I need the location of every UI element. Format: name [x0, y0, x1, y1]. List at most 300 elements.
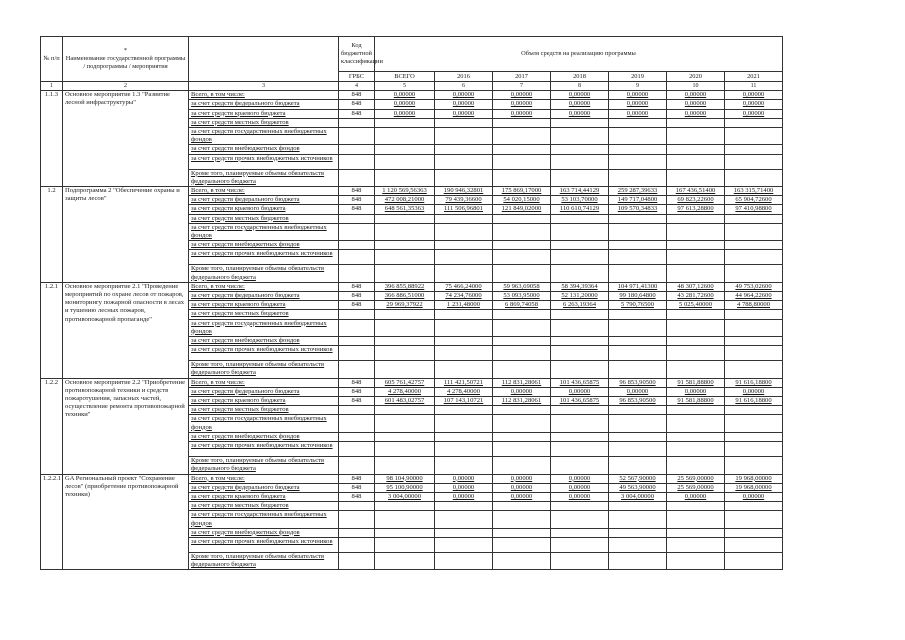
amount-cell	[725, 214, 783, 223]
amount-cell	[551, 265, 609, 282]
amount-cell	[493, 118, 551, 127]
amount-cell	[667, 223, 725, 240]
amount-cell	[725, 406, 783, 415]
header-index-5: 6	[435, 82, 493, 91]
funding-source: за счет средств краевого бюджета	[189, 492, 339, 501]
amount-cell: 0,00000	[609, 91, 667, 100]
amount-cell	[667, 214, 725, 223]
amount-cell	[435, 145, 493, 154]
funding-source: Всего, в том числе:	[189, 187, 339, 196]
grbs-code	[339, 415, 375, 432]
amount-cell	[493, 511, 551, 528]
amount-cell: 175 869,17000	[493, 187, 551, 196]
amount-cell	[493, 432, 551, 441]
amount-cell	[667, 154, 725, 169]
amount-cell	[493, 346, 551, 361]
amount-cell	[725, 128, 783, 145]
amount-cell: 52 131,20000	[551, 292, 609, 301]
amount-cell	[551, 457, 609, 474]
header-index-4: 5	[375, 82, 435, 91]
amount-cell: 25 569,00000	[667, 483, 725, 492]
amount-cell	[375, 118, 435, 127]
header-year-3: 2018	[551, 72, 609, 82]
amount-cell	[375, 552, 435, 569]
amount-cell	[725, 457, 783, 474]
amount-cell	[725, 511, 783, 528]
grbs-code: 848	[339, 91, 375, 100]
amount-cell	[375, 128, 435, 145]
grbs-code	[339, 502, 375, 511]
amount-cell	[375, 457, 435, 474]
amount-cell	[551, 361, 609, 378]
header-index-8: 9	[609, 82, 667, 91]
amount-cell	[725, 528, 783, 537]
grbs-code	[339, 537, 375, 552]
amount-cell: 74 234,76000	[435, 292, 493, 301]
grbs-code	[339, 457, 375, 474]
header-code-sub: ГРБС	[339, 72, 375, 82]
amount-cell	[667, 337, 725, 346]
grbs-code: 848	[339, 187, 375, 196]
funding-source: за счет средств местных бюджетов	[189, 406, 339, 415]
amount-cell	[375, 241, 435, 250]
amount-cell	[725, 346, 783, 361]
amount-cell	[435, 265, 493, 282]
amount-cell	[667, 457, 725, 474]
amount-cell	[435, 250, 493, 265]
funding-source: за счет средств краевого бюджета	[189, 205, 339, 214]
amount-cell: 0,00000	[609, 109, 667, 118]
amount-cell: 0,00000	[725, 387, 783, 396]
amount-cell: 97 613,28800	[667, 205, 725, 214]
amount-cell	[725, 502, 783, 511]
amount-cell	[725, 552, 783, 569]
amount-cell: 6 869,74058	[493, 301, 551, 310]
funding-source: за счет средств федерального бюджета	[189, 196, 339, 205]
amount-cell: 101 436,65875	[551, 397, 609, 406]
grbs-code: 848	[339, 483, 375, 492]
amount-cell: 0,00000	[493, 483, 551, 492]
amount-cell	[551, 346, 609, 361]
funding-source: за счет средств федерального бюджета	[189, 387, 339, 396]
row-number: 1.2.1	[41, 282, 63, 378]
amount-cell	[435, 310, 493, 319]
amount-cell	[435, 128, 493, 145]
funding-source: Кроме того, планируемые объемы обязательств федерального бюджета	[189, 457, 339, 474]
grbs-code	[339, 337, 375, 346]
amount-cell	[375, 415, 435, 432]
amount-cell: 3 004,00000	[375, 492, 435, 501]
grbs-code: 848	[339, 109, 375, 118]
amount-cell	[667, 537, 725, 552]
amount-cell: 19 968,00000	[725, 474, 783, 483]
amount-cell	[609, 457, 667, 474]
amount-cell: 0,00000	[493, 91, 551, 100]
amount-cell	[375, 337, 435, 346]
funding-source: Кроме того, планируемые объемы обязательств федерального бюджета	[189, 169, 339, 186]
amount-cell: 0,00000	[493, 109, 551, 118]
amount-cell: 3 004,00000	[609, 492, 667, 501]
amount-cell	[493, 265, 551, 282]
amount-cell	[375, 169, 435, 186]
funding-source: за счет средств краевого бюджета	[189, 397, 339, 406]
amount-cell	[493, 406, 551, 415]
header-year-2: 2017	[493, 72, 551, 82]
amount-cell: 97 410,98800	[725, 205, 783, 214]
header-sources	[189, 37, 339, 82]
amount-cell: 109 570,34833	[609, 205, 667, 214]
amount-cell	[609, 223, 667, 240]
amount-cell: 149 717,04800	[609, 196, 667, 205]
amount-cell	[435, 319, 493, 336]
amount-cell	[609, 214, 667, 223]
row-number: 1.1.3	[41, 91, 63, 187]
amount-cell: 49 753,02600	[725, 282, 783, 291]
amount-cell	[375, 361, 435, 378]
amount-cell: 0,00000	[725, 100, 783, 109]
amount-cell: 91 581,88800	[667, 397, 725, 406]
amount-cell: 0,00000	[493, 474, 551, 483]
amount-cell	[435, 154, 493, 169]
amount-cell	[493, 128, 551, 145]
amount-cell	[667, 511, 725, 528]
table-row	[41, 378, 783, 387]
amount-cell: 0,00000	[493, 492, 551, 501]
funding-source: за счет средств прочих внебюджетных источников	[189, 537, 339, 552]
funding-source: за счет средств внебюджетных фондов	[189, 145, 339, 154]
amount-cell: 6 263,19364	[551, 301, 609, 310]
amount-cell: 0,00000	[435, 109, 493, 118]
grbs-code	[339, 528, 375, 537]
amount-cell: 190 946,32801	[435, 187, 493, 196]
amount-cell	[667, 169, 725, 186]
funding-source: Всего, в том числе:	[189, 282, 339, 291]
amount-cell	[493, 537, 551, 552]
program-name: Подпрограмма 2 "Обеспечение охраны и защиты лесов"	[63, 187, 189, 283]
amount-cell: 259 287,39633	[609, 187, 667, 196]
amount-cell: 0,00000	[667, 492, 725, 501]
amount-cell: 98 104,90000	[375, 474, 435, 483]
amount-cell: 0,00000	[725, 109, 783, 118]
amount-cell: 1 120 569,56363	[375, 187, 435, 196]
funding-source: за счет средств федерального бюджета	[189, 100, 339, 109]
header-index-2: 3	[189, 82, 339, 91]
amount-cell: 44 964,22600	[725, 292, 783, 301]
amount-cell	[551, 214, 609, 223]
amount-cell	[435, 361, 493, 378]
amount-cell	[725, 118, 783, 127]
amount-cell	[667, 118, 725, 127]
amount-cell: 605 761,42757	[375, 378, 435, 387]
amount-cell	[609, 442, 667, 457]
amount-cell	[551, 337, 609, 346]
header-name-text: Наименование государственной программы / подпрограммы / мероприятия	[65, 55, 186, 70]
amount-cell	[609, 361, 667, 378]
grbs-code: 848	[339, 205, 375, 214]
amount-cell: 0,00000	[435, 100, 493, 109]
grbs-code: 848	[339, 397, 375, 406]
amount-cell	[667, 265, 725, 282]
amount-cell: 0,00000	[551, 387, 609, 396]
amount-cell	[493, 319, 551, 336]
amount-cell: 0,00000	[435, 483, 493, 492]
amount-cell	[667, 241, 725, 250]
funding-source: за счет средств внебюджетных фондов	[189, 337, 339, 346]
amount-cell	[551, 223, 609, 240]
amount-cell: 121 849,02000	[493, 205, 551, 214]
amount-cell	[667, 432, 725, 441]
amount-cell	[667, 319, 725, 336]
amount-cell	[375, 537, 435, 552]
header-index-7: 8	[551, 82, 609, 91]
amount-cell: 99 180,64800	[609, 292, 667, 301]
amount-cell: 112 831,28061	[493, 378, 551, 387]
grbs-code	[339, 145, 375, 154]
amount-cell	[609, 528, 667, 537]
amount-cell: 163 315,71400	[725, 187, 783, 196]
amount-cell	[493, 241, 551, 250]
amount-cell: 111 421,50721	[435, 378, 493, 387]
amount-cell: 0,00000	[551, 492, 609, 501]
amount-cell: 0,00000	[667, 91, 725, 100]
amount-cell	[551, 118, 609, 127]
grbs-code: 848	[339, 387, 375, 396]
amount-cell	[435, 406, 493, 415]
funding-source: Кроме того, планируемые объемы обязательств федерального бюджета	[189, 552, 339, 569]
funding-source: Кроме того, планируемые объемы обязательств федерального бюджета	[189, 265, 339, 282]
amount-cell: 95 100,90000	[375, 483, 435, 492]
amount-cell	[375, 154, 435, 169]
amount-cell: 648 561,35363	[375, 205, 435, 214]
amount-cell	[725, 223, 783, 240]
amount-cell	[609, 319, 667, 336]
amount-cell	[551, 528, 609, 537]
amount-cell	[493, 154, 551, 169]
funding-source: за счет средств федерального бюджета	[189, 292, 339, 301]
amount-cell	[375, 432, 435, 441]
budget-table	[40, 36, 783, 570]
amount-cell	[725, 310, 783, 319]
amount-cell	[551, 442, 609, 457]
funding-source: за счет средств государственных внебюджетных фондов	[189, 415, 339, 432]
funding-source: за счет средств прочих внебюджетных источников	[189, 346, 339, 361]
amount-cell: 91 581,88800	[667, 378, 725, 387]
amount-cell	[375, 319, 435, 336]
amount-cell: 104 971,41300	[609, 282, 667, 291]
funding-source: за счет средств прочих внебюджетных источников	[189, 154, 339, 169]
amount-cell	[551, 250, 609, 265]
amount-cell	[435, 337, 493, 346]
header-funds: Объем средств на реализацию программы	[375, 37, 783, 72]
table-row	[41, 91, 783, 100]
funding-source: за счет средств государственных внебюджетных фондов	[189, 511, 339, 528]
grbs-code	[339, 118, 375, 127]
amount-cell	[375, 511, 435, 528]
amount-cell	[375, 346, 435, 361]
amount-cell	[725, 319, 783, 336]
funding-source: за счет средств государственных внебюджетных фондов	[189, 128, 339, 145]
grbs-code	[339, 241, 375, 250]
amount-cell: 54 020,15000	[493, 196, 551, 205]
amount-cell: 0,00000	[551, 109, 609, 118]
amount-cell: 107 143,10721	[435, 397, 493, 406]
table-row	[41, 282, 783, 291]
amount-cell: 4 278,40000	[435, 387, 493, 396]
amount-cell	[551, 537, 609, 552]
funding-source: за счет средств местных бюджетов	[189, 502, 339, 511]
amount-cell: 49 563,90000	[609, 483, 667, 492]
header-year-0: ВСЕГО	[375, 72, 435, 82]
amount-cell: 79 439,36600	[435, 196, 493, 205]
funding-source: за счет средств внебюджетных фондов	[189, 528, 339, 537]
amount-cell	[375, 528, 435, 537]
amount-cell	[725, 361, 783, 378]
amount-cell	[435, 457, 493, 474]
funding-source: за счет средств прочих внебюджетных источников	[189, 442, 339, 457]
amount-cell	[725, 265, 783, 282]
amount-cell	[725, 250, 783, 265]
header-year-6: 2021	[725, 72, 783, 82]
amount-cell	[435, 528, 493, 537]
amount-cell	[551, 406, 609, 415]
amount-cell	[609, 241, 667, 250]
grbs-code	[339, 511, 375, 528]
amount-cell	[435, 415, 493, 432]
row-number: 1.2.2	[41, 378, 63, 474]
header-index-0: 1	[41, 82, 63, 91]
amount-cell: 91 616,18800	[725, 378, 783, 387]
amount-cell	[667, 502, 725, 511]
grbs-code: 848	[339, 301, 375, 310]
amount-cell: 110 610,74129	[551, 205, 609, 214]
amount-cell	[667, 310, 725, 319]
amount-cell	[493, 361, 551, 378]
amount-cell	[609, 406, 667, 415]
header-year-1: 2016	[435, 72, 493, 82]
amount-cell	[493, 502, 551, 511]
amount-cell: 5 025,40000	[667, 301, 725, 310]
grbs-code	[339, 265, 375, 282]
amount-cell	[435, 346, 493, 361]
funding-source: Всего, в том числе:	[189, 378, 339, 387]
amount-cell	[609, 346, 667, 361]
amount-cell	[609, 265, 667, 282]
amount-cell	[493, 223, 551, 240]
amount-cell	[609, 415, 667, 432]
amount-cell	[375, 502, 435, 511]
funding-source: за счет средств внебюджетных фондов	[189, 241, 339, 250]
table-row	[41, 474, 783, 483]
amount-cell	[493, 337, 551, 346]
amount-cell	[375, 223, 435, 240]
grbs-code: 848	[339, 292, 375, 301]
amount-cell: 0,00000	[725, 492, 783, 501]
amount-cell: 0,00000	[375, 100, 435, 109]
amount-cell: 0,00000	[551, 91, 609, 100]
amount-cell: 58 394,39364	[551, 282, 609, 291]
funding-source: за счет средств местных бюджетов	[189, 214, 339, 223]
program-name: Основное мероприятие 2.2 "Приобретение противопожарной техники и средств пожаротушения, запасных частей, осуществление ремонта противопожарной техники"	[63, 378, 189, 474]
grbs-code	[339, 346, 375, 361]
header-name-mark: *	[123, 47, 128, 54]
amount-cell	[667, 415, 725, 432]
grbs-code	[339, 361, 375, 378]
amount-cell	[609, 502, 667, 511]
amount-cell	[493, 310, 551, 319]
grbs-code	[339, 442, 375, 457]
amount-cell	[551, 432, 609, 441]
amount-cell	[725, 145, 783, 154]
amount-cell	[551, 145, 609, 154]
amount-cell: 75 466,24000	[435, 282, 493, 291]
grbs-code: 848	[339, 282, 375, 291]
amount-cell	[667, 346, 725, 361]
amount-cell	[725, 169, 783, 186]
amount-cell: 0,00000	[375, 109, 435, 118]
amount-cell: 112 831,28061	[493, 397, 551, 406]
amount-cell	[609, 337, 667, 346]
amount-cell	[667, 552, 725, 569]
amount-cell	[667, 250, 725, 265]
grbs-code: 848	[339, 492, 375, 501]
amount-cell	[435, 432, 493, 441]
amount-cell	[551, 415, 609, 432]
amount-cell: 0,00000	[725, 91, 783, 100]
header-num: № п/п	[41, 37, 63, 82]
funding-source: за счет средств краевого бюджета	[189, 109, 339, 118]
amount-cell	[551, 502, 609, 511]
amount-cell: 4 788,80000	[725, 301, 783, 310]
amount-cell: 601 483,02757	[375, 397, 435, 406]
amount-cell	[435, 442, 493, 457]
amount-cell: 52 567,90000	[609, 474, 667, 483]
amount-cell: 91 616,18800	[725, 397, 783, 406]
grbs-code	[339, 169, 375, 186]
amount-cell: 25 569,00000	[667, 474, 725, 483]
amount-cell	[435, 502, 493, 511]
amount-cell	[609, 432, 667, 441]
amount-cell	[609, 118, 667, 127]
amount-cell	[551, 169, 609, 186]
amount-cell: 48 307,12600	[667, 282, 725, 291]
grbs-code	[339, 552, 375, 569]
amount-cell	[667, 528, 725, 537]
amount-cell	[609, 552, 667, 569]
amount-cell: 0,00000	[551, 100, 609, 109]
header-index-6: 7	[493, 82, 551, 91]
amount-cell: 0,00000	[435, 91, 493, 100]
amount-cell: 5 790,76500	[609, 301, 667, 310]
grbs-code	[339, 310, 375, 319]
amount-cell	[551, 319, 609, 336]
amount-cell	[725, 432, 783, 441]
amount-cell	[375, 406, 435, 415]
amount-cell	[725, 442, 783, 457]
grbs-code	[339, 432, 375, 441]
amount-cell: 0,00000	[493, 100, 551, 109]
amount-cell	[725, 154, 783, 169]
funding-source: за счет средств федерального бюджета	[189, 483, 339, 492]
amount-cell: 0,00000	[551, 474, 609, 483]
amount-cell: 0,00000	[493, 387, 551, 396]
amount-cell: 65 904,72600	[725, 196, 783, 205]
amount-cell	[551, 241, 609, 250]
amount-cell: 0,00000	[667, 387, 725, 396]
amount-cell: 366 886,51000	[375, 292, 435, 301]
amount-cell	[493, 552, 551, 569]
amount-cell: 163 714,44129	[551, 187, 609, 196]
program-name: GA Региональный проект "Сохранение лесов" (приобретение противопожарной техники)	[63, 474, 189, 570]
